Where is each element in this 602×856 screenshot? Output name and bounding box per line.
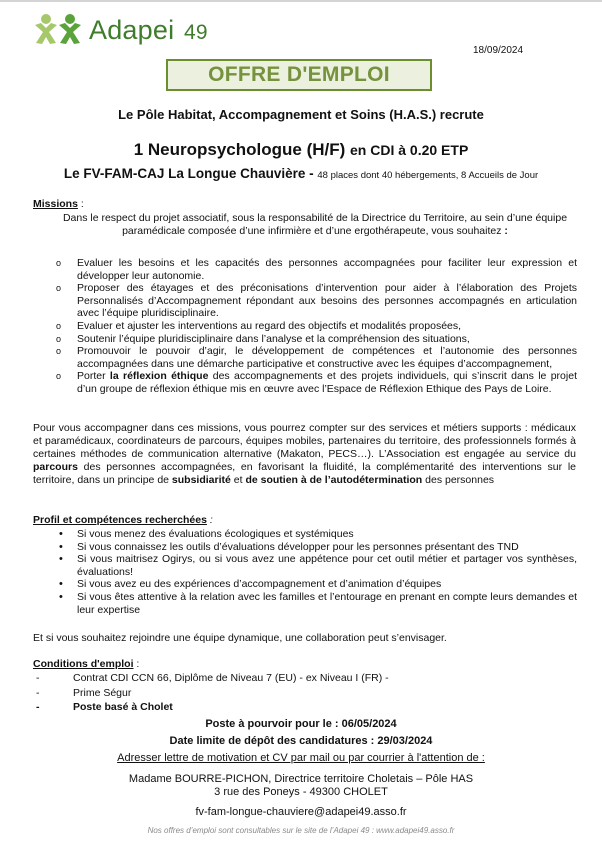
mission-text: Porter — [77, 370, 110, 383]
conditions-list — [73, 671, 553, 715]
document-date: 18/09/2024 — [473, 45, 524, 56]
missions-heading — [33, 198, 84, 210]
job-title-contract: en CDI à 0.20 ETP — [350, 142, 469, 158]
contact-name: Madame BOURRE-PICHON, Directrice territoire Choletais – Pôle HAS — [128, 773, 474, 785]
site-details: 48 places dont 40 hébergements, 8 Accueils de Jour — [317, 170, 539, 181]
offer-banner-text: OFFRE D'EMPLOI — [208, 63, 390, 86]
support-bold-parcours: parcours — [33, 461, 78, 474]
support-text: Pour vous accompagner dans ces missions, vous pourrez compter sur des services et métiers supports : médicaux et paramédicaux, coordinateurs de parcours, équipes mobiles, partenaires du territoire, des professionnels formés à certaines méthodes de communication alternative (Makaton, PECS…). L’Association est engagée au service du — [33, 422, 576, 461]
application-deadline: Date limite de dépôt des candidatures : 29/03/2024 — [169, 735, 433, 747]
footer-note: Nos offres d’emploi sont consultables sur le site de l’Adapei 49 : www.adapei49.asso.fr — [147, 826, 455, 835]
profile-item: • Si vous connaissez les outils d’évaluations développer pour les personnes présentant des TND — [77, 541, 577, 554]
top-border — [0, 0, 602, 2]
profile-item: • Si vous maitrisez Ogirys, ou si vous avez une appétence pour cet outil métier et partager vos synthèses, évaluations! — [77, 553, 577, 578]
site-line — [0, 166, 602, 181]
job-title-main: 1 Neuropsychologue (H/F) — [133, 140, 346, 159]
support-text: des personnes accompagnées, en favorisant la fluidité, la complémentarité des interventions sur le territoire, dans un principe de — [33, 461, 576, 487]
conditions-heading — [33, 658, 139, 670]
mission-item: o Proposer des étayages et des préconisations d’intervention pour aider à l’élaboration des Projets Personnalisés d’Accompagnement répondant aux besoins des personnes accompagnés en articulation avec l’équipe pluridisciplinaire. — [77, 282, 577, 320]
condition-item: - Poste basé à Cholet — [73, 700, 553, 715]
mission-item: o Promouvoir le pouvoir d’agir, le développement de compétences et l’autonomie des personnes accompagnées dans une démarche participative et constructive avec les équipes d’accompagnement, — [77, 345, 577, 370]
mission-item: o Evaluer et ajuster les interventions au regard des objectifs et modalités proposées, — [77, 320, 577, 333]
missions-intro-colon: : — [501, 225, 508, 237]
contact-address: 3 rue des Poneys - 49300 CHOLET — [214, 786, 388, 798]
closing-sentence: Et si vous souhaitez rejoindre une équipe dynamique, une collaboration peut s’envisager. — [33, 632, 447, 644]
people-logo-icon — [33, 13, 83, 47]
heading-colon: : — [133, 658, 140, 670]
heading-colon: : — [206, 514, 213, 526]
profile-item: • Si vous avez eu des expériences d’accompagnement et d’animation d’équipes — [77, 578, 577, 591]
mission-item: o Evaluer les besoins et les capacités des personnes accompagnées pour faciliter leur expression et développer leur autonomie. — [77, 257, 577, 282]
recruiter-line: Le Pôle Habitat, Accompagnement et Soins (H.A.S.) recrute — [118, 107, 484, 122]
profile-item: • Si vous menez des évaluations écologiques et systémiques — [77, 528, 577, 541]
missions-intro-text: Dans le respect du projet associatif, sous la responsabilité de la Directrice du Territoire, au sein d’une équipe paramédicale composée d’une infirmière et d’une ergothérapeute, vous souhaitez — [62, 212, 568, 237]
profile-heading-label: Profil et compétences recherchées — [33, 514, 207, 526]
start-date: Poste à pourvoir pour le : 06/05/2024 — [205, 718, 397, 730]
support-text: et — [230, 474, 246, 487]
adapei-logo — [33, 13, 208, 47]
logo-text — [89, 15, 208, 46]
condition-item: - Prime Ségur — [73, 686, 553, 701]
profile-item: • Si vous êtes attentive à la relation avec les familles et l’entourage en prenant en compte leurs demandes et leur expertise — [77, 591, 577, 616]
mission-item — [77, 370, 577, 395]
support-bold-subsidiarite: subsidiarité — [171, 474, 231, 487]
site-name: Le FV-FAM-CAJ La Longue Chauvière - — [63, 166, 314, 181]
condition-item: - Contrat CDI CCN 66, Diplôme de Niveau 7 (EU) - ex Niveau I (FR) - — [73, 671, 553, 686]
missions-heading-label: Missions — [33, 198, 78, 210]
support-paragraph — [33, 422, 576, 487]
logo-name: Adapei — [89, 14, 175, 45]
profile-heading — [33, 514, 213, 526]
mission-item: o Soutenir l’équipe pluridisciplinaire dans l’analyse et la compréhension des situations, — [77, 333, 577, 346]
heading-colon: : — [77, 198, 84, 210]
profile-list — [77, 528, 577, 616]
mission-text: des accompagnements et des projets individuels, qui s’inscrit dans le projet d’un groupe de réflexion éthique mis en œuvre avec l’Espace de Réflexion Ethique des Pays de Loire. — [77, 370, 577, 395]
logo-number: 49 — [183, 20, 208, 44]
offer-banner — [166, 59, 432, 91]
job-title — [0, 140, 602, 160]
support-bold-autodetermination: de soutien à de l’autodétermination — [245, 474, 423, 487]
contact-email-link[interactable]: fv-fam-longue-chauviere@adapei49.asso.fr — [195, 806, 407, 818]
support-text: des personnes — [422, 474, 495, 487]
conditions-heading-label: Conditions d'emploi — [33, 658, 134, 670]
mission-text-bold: la réflexion éthique — [109, 370, 209, 383]
application-instructions: Adresser lettre de motivation et CV par mail ou par courrier à l'attention de : — [117, 752, 485, 764]
missions-intro — [50, 212, 580, 238]
missions-list — [77, 257, 577, 396]
